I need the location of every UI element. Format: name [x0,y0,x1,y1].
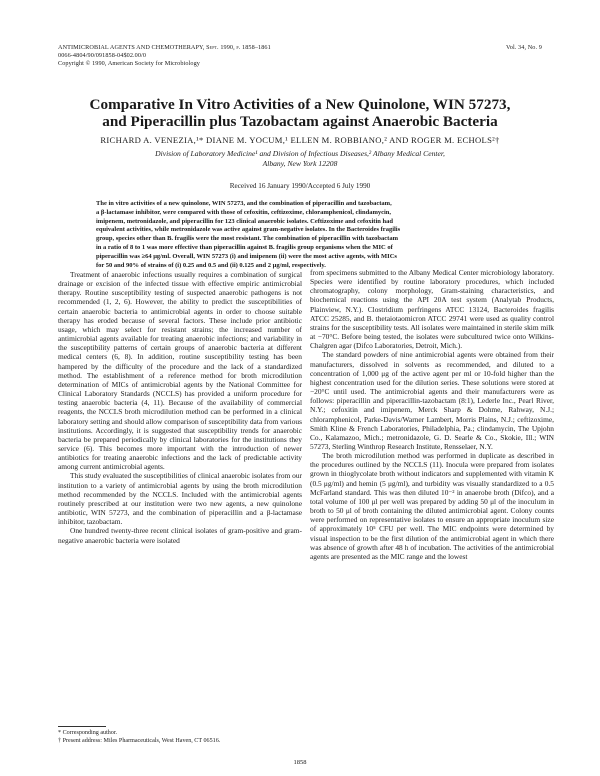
body-column-right [310,268,554,561]
abstract-line: piperacillin was ≥64 μg/ml. Overall, WIN 57273 (i) and imipenem (ii) were the most active agents, with MICs [96,252,397,260]
footnote-present-address: † Present address: Miles Pharmaceuticals, West Haven, CT 06516. [58,738,221,744]
page-number: 1858 [293,759,307,766]
author-list: RICHARD A. VENEZIA,¹* DIANE M. YOCUM,¹ ELLEN M. ROBBIANO,² AND ROGER M. ECHOLS²† [100,135,500,145]
abstract-line: for 50 and 90% of strains of (i) 0.25 and 0.5 and (ii) 0.125 and 2 μg/ml, respectively. [96,261,326,269]
journal-header [58,44,438,68]
copyright-line: Copyright © 1990, American Society for Microbiology [58,60,200,67]
abstract-line: imipenem, metronidazole, and piperacillin for 123 clinical anaerobic isolates. Ceftizoxime and cefoxitin had [96,217,393,225]
abstract-line: group, species other than B. fragilis were the most resistant. The combination of piperacillin with tazobactam [96,235,398,243]
abstract-line: equivalent activities, while metronidazole was active against gram-negative isolates. In the Bacteroides fragilis [96,226,401,234]
abstract-line: The in vitro activities of a new quinolone, WIN 57273, and the combination of piperacillin and tazobactam, [96,200,392,207]
received-dates: Received 16 January 1990/Accepted 6 July 1990 [229,182,371,190]
title-line-2: and Piperacillin plus Tazobactam against Anaerobic Bacteria [102,113,498,130]
title-line-1: Comparative In Vitro Activities of a New Quinolone, WIN 57273, [89,96,511,113]
body-paragraph: One hundred twenty-three recent clinical isolates of gram-positive and gram-negative anaerobic bacteria were isolated [58,526,302,545]
affiliation-line-1: Division of Laboratory Medicine¹ and Division of Infectious Diseases,² Albany Medical Center, [155,149,445,158]
body-paragraph: Treatment of anaerobic infections usually requires a combination of surgical drainage or excision of the infected tissue with effective empiric antimicrobial therapy. Routine susceptibility testing of suspected anaerobic pathogens is not recommended (1, 2, 6). However, the ability to predict the susceptibilities of certain anaerobic bacteria to antimicrobial agents in order to choose suitable therapy has eroded because of several factors. These include prior antibiotic usage, which may select for resistant strains; the increased number of antimicrobial agents available for treating anaerobic infections; and variability in the susceptibility patterns of certain groups of anaerobic bacteria at different medical centers (6, 8). In addition, routine susceptibility testing has been hampered by the difficulty of the procedure and the lack of a standardized method. The establishment of a reference method for broth microdilution determination of MICs of antimicrobial agents by the National Committee for Clinical Laboratory Standards (NCCLS) has provided a uniform procedure for testing anaerobic bacteria (4, 11). Because of the availability of commercial reagents, the NCCLS broth microdilution method can be performed in a clinical laboratory setting and should allow comparison of susceptibility data from various institutions. Accordingly, it is suggested that susceptibility trends for anaerobic bacteria be prepared periodically by clinical laboratories for the institutions they service (6). This becomes more important with the introduction of newer antibiotics for treating anaerobic infections and the lack of predictable activity among current antimicrobial agents. [58,270,302,472]
affiliation-line-2: Albany, New York 12208 [262,159,338,168]
footnotes [58,729,308,745]
body-column-left [58,270,302,545]
body-paragraph: This study evaluated the susceptibilities of clinical anaerobic isolates from our institution to a variety of antimicrobial agents by using the broth microdilution method recommended by the NCCLS. Included with the antimicrobial agents routinely prescribed at our institution were two new agents, a new quinolone antibiotic, WIN 57273, and the combination of piperacillin and a β-lactamase inhibitor, tazobactam. [58,471,302,527]
abstract-line: in a ratio of 8 to 1 was more effective than piperacillin against B. fragilis group organisms when the MIC of [96,243,393,251]
footnote-corresponding: * Corresponding author. [58,730,118,736]
volume-issue: Vol. 34, No. 9 [505,44,542,51]
article-title [40,96,560,130]
issn-line: 0066-4804/90/091858-04$02.00/0 [58,52,147,59]
footnote-rule [58,726,106,727]
journal-citation: ANTIMICROBIAL AGENTS AND CHEMOTHERAPY, Sept. 1990, p. 1858–1861 [58,44,271,51]
body-paragraph: The broth microdilution method was performed in duplicate as described in the procedures outlined by the NCCLS (11). Inocula were prepared from isolates grown in thioglycolate broth without indicators and supplemented with vitamin K (0.5 μg/ml) and hemin (5 μg/ml), and turbidity was visually standardized to a 0.5 McFarland standard. This was then diluted 10⁻² in anaerobe broth (Difco), and a total volume of 100 μl per well was prepared by adding 50 μl of the inoculum in broth to 50 μl of broth containing the diluted antimicrobial agent. Colony counts were performed on representative isolates to ensure an appropriate inoculum size of approximately 10⁵ CFU per well. The MIC endpoints were determined by visual inspection to be the first dilution of the antimicrobial agent in which there was absence of growth after 48 h of incubation. The activities of the antimicrobial agents are presented as the MIC range and the lowest [310,451,554,561]
affiliation [40,149,560,169]
abstract [96,200,504,270]
body-paragraph: The standard powders of nine antimicrobial agents were obtained from their manufacturers, dissolved in solvents as recommended, and diluted to a concentration of 1,000 μg of the active agent per ml or 10-fold higher than the highest concentration used for the dilution series. These solutions were stored at −20°C until used. The antimicrobial agents and their manufacturers were as follows: piperacillin and piperacillin-tazobactam (8:1), Lederle Inc., Pearl River, N.Y.; cefoxitin and imipenem, Merck Sharp & Dohme, Rahway, N.J.; chloramphenicol, Parke-Davis/Warner Lambert, Morris Plains, N.J.; ceftizoxime, Smith Kline & French Laboratories, Philadelphia, Pa.; clindamycin, The Upjohn Co., Kalamazoo, Mich.; metronidazole, G. D. Searle & Co., Skokie, Ill.; WIN 57273, Sterling Winthrop Research Institute, Rensselaer, N.Y. [310,350,554,451]
body-paragraph: from specimens submitted to the Albany Medical Center microbiology laboratory. Species were identified by routine laboratory procedures, which included chromatography, colony morphology, Gram-staining characteristics, and biochemical reactions using the API 20A test system (Analytab Products, Plainview, N.Y.). Clostridium perfringens ATCC 13124, Bacteroides fragilis ATCC 25285, and B. thetaiotaomicron ATCC 29741 were used as quality control strains for the susceptibility tests. All isolates were maintained in sterile skim milk at −70°C. Before being tested, the isolates were subcultured twice onto Wilkins-Chalgren agar (Difco Laboratories, Detroit, Mich.). [310,268,554,351]
abstract-line: a β-lactamase inhibitor, were compared with those of cefoxitin, ceftizoxime, chloramphenicol, clindamycin, [96,208,392,216]
